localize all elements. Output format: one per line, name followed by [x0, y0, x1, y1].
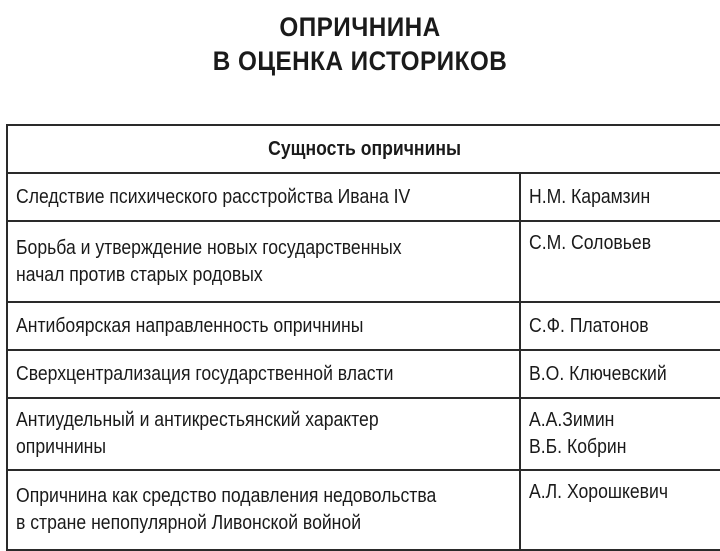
- assessment-text: Опричнина как средство подавления недовольства: [16, 485, 437, 507]
- assessment-cell: [7, 398, 520, 470]
- assessment-cell: [7, 221, 520, 302]
- historian-name: Н.М. Карамзин: [529, 185, 651, 208]
- table-header-label: Сущность опричнины: [268, 137, 461, 160]
- historian-cell: [520, 398, 720, 470]
- assessment-cell: [7, 302, 520, 350]
- table-row: [7, 173, 720, 221]
- table-header-row: [7, 125, 720, 173]
- historian-cell: [520, 470, 720, 550]
- historian-name: В.Б. Кобрин: [529, 436, 627, 458]
- table-header: [7, 125, 720, 173]
- historian-name: С.М. Соловьев: [529, 232, 652, 254]
- historian-name: С.Ф. Платонов: [529, 314, 649, 337]
- historian-cell: [520, 302, 720, 350]
- historian-cell: [520, 221, 720, 302]
- table-row: [7, 350, 720, 398]
- historian-name: А.Л. Хорошкевич: [529, 481, 669, 503]
- assessment-cell: [7, 470, 520, 550]
- table-row: [7, 398, 720, 470]
- assessment-text: Антибоярская направленность опричнины: [16, 314, 364, 337]
- table-row: [7, 302, 720, 350]
- table-row: [7, 221, 720, 302]
- assessment-text: в стране непопулярной Ливонской войной: [16, 512, 362, 534]
- title-line-2: В ОЦЕНКА ИСТОРИКОВ: [212, 46, 508, 76]
- assessment-text: опричнины: [16, 436, 107, 458]
- assessment-cell: [7, 173, 520, 221]
- assessment-text: начал против старых родовых: [16, 263, 263, 286]
- historian-cell: [520, 173, 720, 221]
- historian-cell: [520, 350, 720, 398]
- historian-name: А.А.Зимин: [529, 409, 615, 431]
- assessment-cell: [7, 350, 520, 398]
- page-title: [36, 10, 684, 78]
- assessment-text: Антиудельный и антикрестьянский характер: [16, 409, 379, 431]
- title-line-1: ОПРИЧНИНА: [279, 12, 441, 42]
- historian-name: В.О. Ключевский: [529, 362, 667, 385]
- table-row: [7, 470, 720, 550]
- assessment-text: Борьба и утверждение новых государственных: [16, 236, 402, 259]
- assessment-text: Следствие психического расстройства Ивана IV: [16, 185, 411, 208]
- historians-table: [6, 124, 720, 551]
- assessment-text: Сверхцентрализация государственной власти: [16, 362, 394, 385]
